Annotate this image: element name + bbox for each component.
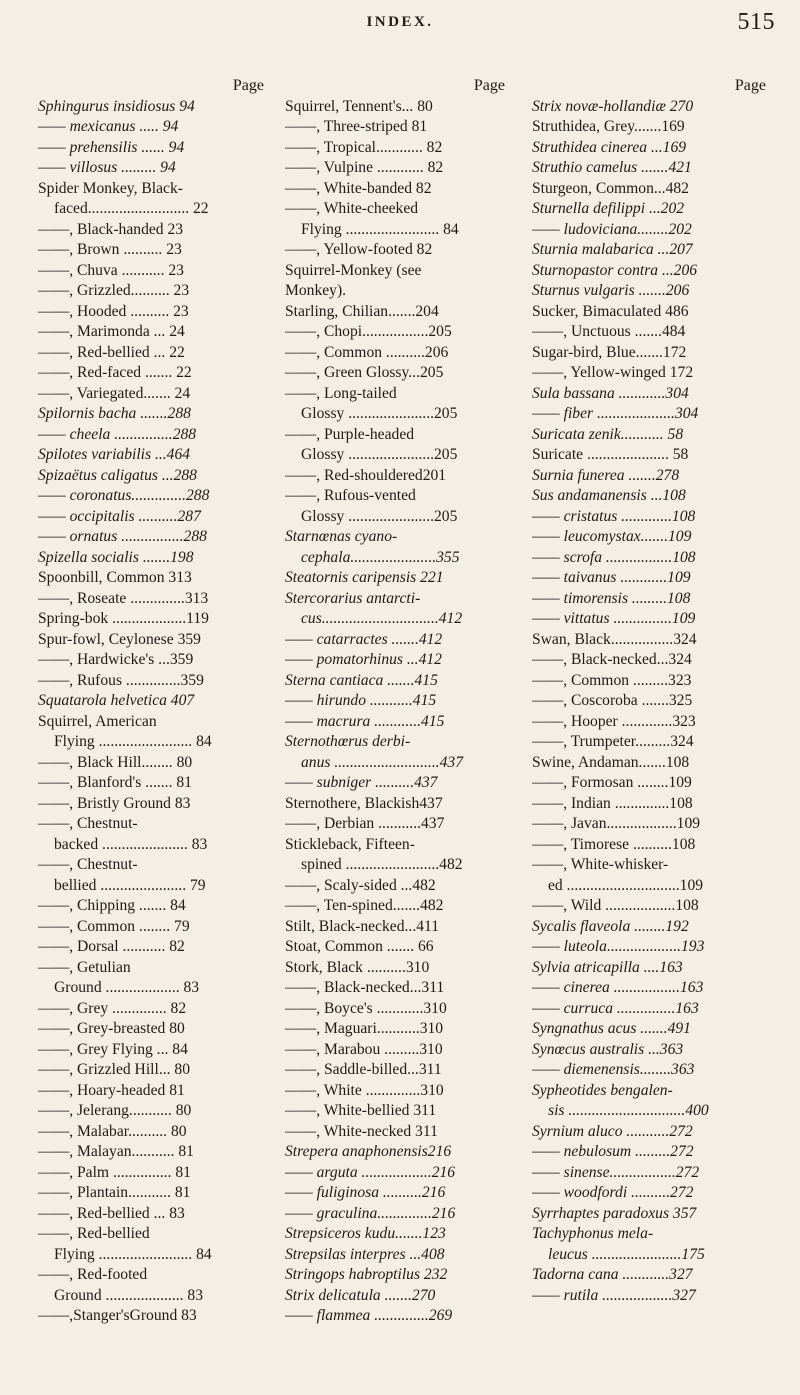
index-entry: ——, Black-necked...311 bbox=[285, 979, 445, 996]
index-entry: Strepera anaphonensis216 bbox=[285, 1143, 452, 1160]
index-entry: Glossy ......................205 bbox=[301, 405, 458, 422]
index-entry: ——, Unctuous .......484 bbox=[532, 323, 686, 340]
index-entry: ——, White-cheeked bbox=[285, 200, 419, 217]
index-entry: ——, Boyce's ............310 bbox=[285, 999, 447, 1017]
index-entry: ——, Palm ............... 81 bbox=[38, 1163, 191, 1181]
index-entry: ——, Yellow-winged 172 bbox=[532, 364, 694, 381]
index-entry: Strix delicatula .......270 bbox=[285, 1286, 436, 1304]
index-entry: ——, Common .........323 bbox=[532, 671, 692, 689]
index-entry: —— diemenensis........363 bbox=[532, 1061, 695, 1078]
index-entry: Stringops habroptilus 232 bbox=[285, 1266, 448, 1283]
index-entry: —— villosus ......... 94 bbox=[38, 159, 176, 176]
index-entry: Spider Monkey, Black- bbox=[38, 179, 183, 197]
index-entry: Struthio camelus .......421 bbox=[532, 159, 692, 176]
index-entry: —— flammea ..............269 bbox=[285, 1307, 453, 1324]
index-entry: —— cristatus .............108 bbox=[532, 507, 696, 525]
index-entry: ——, Chopi.................205 bbox=[285, 323, 452, 340]
index-entry: Glossy ......................205 bbox=[301, 446, 458, 463]
index-entry: Sternothœrus derbi- bbox=[285, 733, 411, 750]
index-entry: ——, Black-handed 23 bbox=[38, 220, 184, 238]
index-entry: ——, Grey Flying ... 84 bbox=[38, 1040, 188, 1058]
index-entry: Syrrhaptes paradoxus 357 bbox=[532, 1204, 697, 1222]
index-entry: Sucker, Bimaculated 486 bbox=[532, 302, 689, 320]
index-entry: Stoat, Common ....... 66 bbox=[285, 938, 434, 955]
index-entry: Sus andamanensis ...108 bbox=[532, 487, 686, 504]
index-entry: ——, Three-striped 81 bbox=[285, 118, 428, 135]
index-entry: ——, Indian ..............108 bbox=[532, 794, 693, 812]
index-entry: faced.......................... 22 bbox=[54, 200, 209, 217]
index-entry: ——, White ..............310 bbox=[285, 1081, 444, 1099]
index-entry: Flying ........................ 84 bbox=[54, 733, 212, 750]
index-entry: —— taivanus ............109 bbox=[532, 569, 691, 586]
index-entry: Spilotes variabilis ...464 bbox=[38, 446, 191, 463]
index-entry: Ground .................... 83 bbox=[54, 1286, 204, 1304]
index-entry: Synœcus australis ...363 bbox=[532, 1040, 684, 1058]
index-entry: ——, Getulian bbox=[38, 958, 131, 976]
index-entry: Sylvia atricapilla ....163 bbox=[532, 958, 683, 976]
index-entry: ——, Chuva ........... 23 bbox=[38, 261, 184, 279]
index-column-3 bbox=[532, 76, 772, 1306]
index-entry: ——, Chipping ....... 84 bbox=[38, 897, 186, 914]
index-entry: —— fiber ....................304 bbox=[532, 405, 699, 422]
index-entry: Sturnus vulgaris .......206 bbox=[532, 282, 690, 299]
index-entry: —— sinense.................272 bbox=[532, 1163, 700, 1181]
index-entry: —— leucomystax.......109 bbox=[532, 528, 692, 545]
index-entry: —— fuliginosa ..........216 bbox=[285, 1184, 446, 1201]
index-entry: ——, Variegated....... 24 bbox=[38, 384, 191, 402]
index-entry: Sturnia malabarica ...207 bbox=[532, 241, 693, 258]
index-entry: ——, Derbian ...........437 bbox=[285, 815, 445, 832]
index-entry: Squirrel, Tennent's... 80 bbox=[285, 97, 433, 115]
index-entry: ——, Hooper .............323 bbox=[532, 712, 696, 730]
index-entry: ——, White-bellied 311 bbox=[285, 1102, 437, 1119]
index-entry: —— prehensilis ...... 94 bbox=[38, 138, 185, 156]
index-entry: ——, Black-necked...324 bbox=[532, 651, 692, 668]
index-entry: cus..............................412 bbox=[301, 610, 463, 627]
index-entry: Strepsilas interpres ...408 bbox=[285, 1245, 445, 1263]
index-entry: —— coronatus..............288 bbox=[38, 487, 210, 504]
index-entry: Stork, Black ..........310 bbox=[285, 958, 430, 976]
index-entry: ——, Maguari...........310 bbox=[285, 1020, 444, 1037]
index-entry: Stercorarius antarcti- bbox=[285, 589, 421, 607]
index-entry: Squatarola helvetica 407 bbox=[38, 692, 195, 709]
index-entry: ——, Hooded .......... 23 bbox=[38, 302, 189, 320]
index-entry: Ground ................... 83 bbox=[54, 979, 200, 996]
index-entry: Steatornis caripensis 221 bbox=[285, 569, 444, 586]
index-entry: —— catarractes .......412 bbox=[285, 630, 443, 648]
index-entry: —— vittatus ...............109 bbox=[532, 610, 696, 627]
index-entry: Flying ........................ 84 bbox=[54, 1245, 212, 1263]
index-entry: ——, Chestnut- bbox=[38, 856, 138, 873]
index-entry: ——, Rufous-vented bbox=[285, 487, 416, 504]
index-entry: Struthidea cinerea ...169 bbox=[532, 138, 687, 156]
index-column-1 bbox=[38, 76, 270, 1327]
index-entry: Sternothere, Blackish437 bbox=[285, 794, 443, 812]
index-entry: ——, Tropical............ 82 bbox=[285, 138, 443, 156]
index-entry: Sula bassana ............304 bbox=[532, 384, 689, 402]
index-entry: Syngnathus acus .......491 bbox=[532, 1020, 691, 1037]
index-entry: —— curruca ...............163 bbox=[532, 999, 699, 1017]
index-entry: ——, White-whisker- bbox=[532, 856, 669, 873]
index-entry: Stilt, Black-necked...411 bbox=[285, 917, 440, 935]
index-entry: ——, Chestnut- bbox=[38, 815, 138, 832]
index-entry: Surnia funerea .......278 bbox=[532, 466, 680, 484]
index-entry: —— nebulosum .........272 bbox=[532, 1143, 694, 1160]
index-entry: —— cinerea .................163 bbox=[532, 979, 704, 996]
index-entry: spined ........................482 bbox=[301, 856, 463, 873]
index-entry: Sycalis flaveola ........192 bbox=[532, 917, 689, 935]
index-entry: ——, Saddle-billed...311 bbox=[285, 1061, 442, 1078]
running-title: INDEX. bbox=[366, 14, 434, 30]
index-entry: ——, White-necked 311 bbox=[285, 1122, 438, 1140]
index-entry: Struthidea, Grey.......169 bbox=[532, 118, 685, 135]
index-entry: —— arguta ..................216 bbox=[285, 1163, 456, 1181]
index-entry: Stickleback, Fifteen- bbox=[285, 835, 415, 853]
page-header bbox=[0, 0, 800, 60]
index-entry: ——, Blanford's ....... 81 bbox=[38, 774, 192, 791]
index-entry: ——, Red-shouldered201 bbox=[285, 466, 447, 484]
index-entry: ——, Wild ..................108 bbox=[532, 897, 699, 914]
index-entry: Syrnium aluco ...........272 bbox=[532, 1122, 693, 1140]
index-entry: ——, Bristly Ground 83 bbox=[38, 794, 191, 812]
index-entry: Suricate ..................... 58 bbox=[532, 446, 689, 463]
index-entry: Sturnopastor contra ...206 bbox=[532, 261, 698, 279]
index-column-2 bbox=[285, 76, 511, 1327]
index-entry: ——, Timorese ..........108 bbox=[532, 835, 696, 853]
page-column-label: Page bbox=[232, 77, 264, 94]
page-column-label: Page bbox=[473, 77, 505, 94]
index-entry: ——, Brown .......... 23 bbox=[38, 241, 182, 258]
index-entry: ——, Black Hill........ 80 bbox=[38, 753, 193, 771]
index-entry: ——, Long-tailed bbox=[285, 384, 397, 402]
index-entry: Spilornis bacha .......288 bbox=[38, 405, 191, 422]
index-entry: ——, Coscoroba .......325 bbox=[532, 692, 693, 709]
index-entry: ——, Jelerang........... 80 bbox=[38, 1102, 192, 1119]
index-entry: ed .............................109 bbox=[548, 876, 704, 894]
index-entry: ——, Red-bellied bbox=[38, 1225, 150, 1242]
index-entry: Squirrel, American bbox=[38, 712, 157, 730]
index-entry: ——, Marabou .........310 bbox=[285, 1040, 443, 1058]
index-entry: Glossy ......................205 bbox=[301, 507, 458, 525]
index-entry: ——, Red-faced ....... 22 bbox=[38, 364, 192, 381]
index-entry: —— pomatorhinus ...412 bbox=[285, 651, 442, 668]
index-entry: Suricata zenik........... 58 bbox=[532, 425, 684, 443]
index-entry: ——, Common ..........206 bbox=[285, 343, 449, 361]
index-entry: Sturnella defilippi ...202 bbox=[532, 200, 685, 217]
index-entry: ——, Red-bellied ... 83 bbox=[38, 1204, 185, 1222]
index-entry: —— timorensis .........108 bbox=[532, 589, 691, 607]
index-entry: ——, Hardwicke's ...359 bbox=[38, 651, 194, 668]
index-entry: Spoonbill, Common 313 bbox=[38, 569, 192, 586]
index-entry: ——, Rufous ..............359 bbox=[38, 671, 204, 689]
index-entry: Swine, Andaman.......108 bbox=[532, 753, 690, 771]
index-entry: —— luteola...................193 bbox=[532, 938, 705, 955]
index-entry: Strix novæ-hollandiæ 270 bbox=[532, 97, 694, 115]
index-entry: Spur-fowl, Ceylonese 359 bbox=[38, 630, 201, 648]
index-entry: bellied ...................... 79 bbox=[54, 876, 206, 894]
index-entry: anus ...........................437 bbox=[301, 753, 464, 771]
index-entry: ——, Purple-headed bbox=[285, 425, 415, 443]
index-entry: ——, Grizzled.......... 23 bbox=[38, 282, 190, 299]
index-entry: ——, Common ........ 79 bbox=[38, 917, 190, 935]
index-entry: ——, Ten-spined.......482 bbox=[285, 897, 444, 914]
index-entry: —— ludoviciana........202 bbox=[532, 220, 692, 238]
index-entry: ——, Trumpeter.........324 bbox=[532, 733, 694, 750]
index-entry: ——, Yellow-footed 82 bbox=[285, 241, 433, 258]
page-number: 515 bbox=[737, 9, 775, 35]
index-entry: ——, Scaly-sided ...482 bbox=[285, 876, 436, 894]
index-entry: ——, Red-bellied ... 22 bbox=[38, 343, 185, 361]
index-entry: leucus .......................175 bbox=[548, 1245, 705, 1263]
index-entry: Sypheotides bengalen- bbox=[532, 1081, 673, 1099]
index-entry: Spizaëtus caligatus ...288 bbox=[38, 466, 197, 484]
index-entry: ——, Plantain........... 81 bbox=[38, 1184, 191, 1201]
index-entry: ——, Roseate ..............313 bbox=[38, 589, 209, 607]
index-entry: Spizella socialis .......198 bbox=[38, 548, 194, 566]
index-entry: Tachyphonus mela- bbox=[532, 1225, 654, 1242]
index-entry: ——, Marimonda ... 24 bbox=[38, 323, 185, 340]
index-entry: —— woodfordi ..........272 bbox=[532, 1184, 694, 1201]
index-entry: backed ...................... 83 bbox=[54, 835, 208, 853]
index-entry: ——, Malayan........... 81 bbox=[38, 1143, 194, 1160]
index-entry: Strepsiceros kudu.......123 bbox=[285, 1225, 446, 1242]
index-entry: Starling, Chilian.......204 bbox=[285, 302, 439, 320]
index-entry: sis ..............................400 bbox=[548, 1102, 709, 1119]
index-entry: ——, Green Glossy...205 bbox=[285, 364, 444, 381]
index-entry: ——, Grey .............. 82 bbox=[38, 999, 187, 1017]
index-entry: Flying ........................ 84 bbox=[301, 220, 459, 238]
index-entry: Sphingurus insidiosus 94 bbox=[38, 97, 195, 115]
index-entry: Spring-bok ...................119 bbox=[38, 610, 209, 627]
index-entry: —— subniger ..........437 bbox=[285, 774, 438, 791]
index-entry: cephala......................355 bbox=[301, 548, 460, 566]
index-entry: —— rutila ..................327 bbox=[532, 1286, 696, 1304]
index-entry: ——, Hoary-headed 81 bbox=[38, 1081, 185, 1099]
index-entry: Squirrel-Monkey (see bbox=[285, 261, 422, 279]
index-entry: —— occipitalis ..........287 bbox=[38, 507, 201, 525]
index-entry: —— graculina..............216 bbox=[285, 1204, 456, 1222]
index-entry: Sugar-bird, Blue.......172 bbox=[532, 343, 687, 361]
index-entry: ——, Formosan ........109 bbox=[532, 774, 692, 791]
index-entry: —— macrura ............415 bbox=[285, 712, 445, 730]
index-entry: Swan, Black................324 bbox=[532, 630, 697, 648]
index-entry: Sturgeon, Common...482 bbox=[532, 179, 689, 197]
index-entry: ——, Dorsal ........... 82 bbox=[38, 938, 185, 955]
index-entry: Tadorna cana ............327 bbox=[532, 1266, 693, 1283]
index-entry: ——, Vulpine ............ 82 bbox=[285, 159, 444, 176]
index-entry: —— cheela ...............288 bbox=[38, 425, 197, 443]
index-entry: ——, White-banded 82 bbox=[285, 179, 432, 197]
index-entry: ——, Javan..................109 bbox=[532, 815, 701, 832]
index-entry: —— hirundo ...........415 bbox=[285, 692, 437, 709]
index-entry: Sterna cantiaca .......415 bbox=[285, 671, 438, 689]
index-entry: Starnœnas cyano- bbox=[285, 528, 398, 545]
index-entry: ——, Grey-breasted 80 bbox=[38, 1020, 185, 1037]
index-entry: —— scrofa .................108 bbox=[532, 548, 696, 566]
index-entry: —— mexicanus ..... 94 bbox=[38, 118, 179, 135]
index-entry: —— ornatus ................288 bbox=[38, 528, 207, 545]
page-column-label: Page bbox=[734, 77, 766, 94]
index-entry: Monkey). bbox=[285, 282, 347, 299]
index-entry: ——, Grizzled Hill... 80 bbox=[38, 1061, 191, 1078]
index-entry: ——,Stanger'sGround 83 bbox=[38, 1307, 197, 1324]
index-entry: ——, Malabar.......... 80 bbox=[38, 1122, 187, 1140]
index-entry: ——, Red-footed bbox=[38, 1266, 148, 1283]
